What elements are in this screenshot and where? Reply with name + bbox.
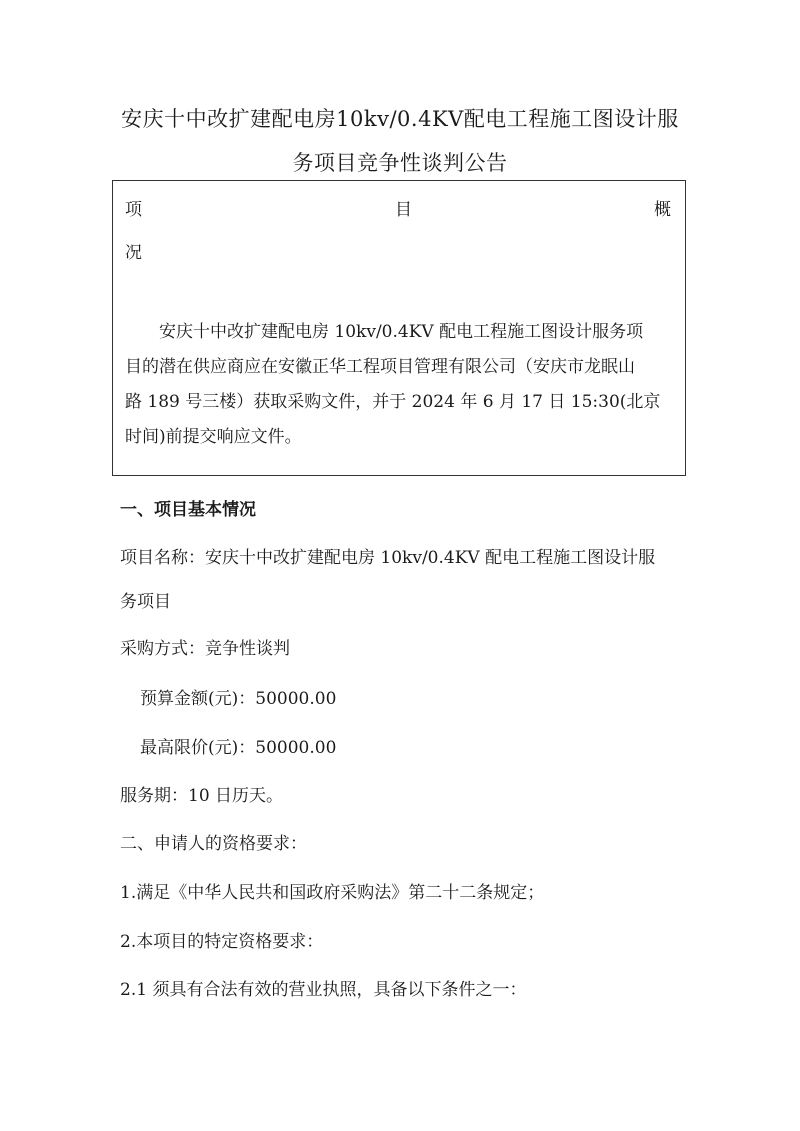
overview-heading-char-3: 概 (654, 200, 671, 220)
overview-paragraph-line: 目的潜在供应商应在安徽正华工程项目管理有限公司（安庆市龙眠山 (125, 357, 635, 377)
requirement-2: 2.本项目的特定资格要求： (120, 932, 324, 952)
overview-heading-char-2: 目 (395, 200, 412, 220)
project-name-line-1: 项目名称：安庆十中改扩建配电房 10kv/0.4KV 配电工程施工图设计服 (120, 548, 656, 568)
service-period: 服务期：10 日历天。 (120, 786, 284, 806)
overview-heading-char-4: 况 (125, 243, 142, 263)
project-name-line-2: 务项目 (120, 592, 171, 612)
section-heading-qualifications: 二、申请人的资格要求： (120, 834, 307, 854)
project-overview-box (112, 180, 686, 476)
overview-paragraph (125, 315, 673, 455)
overview-heading-char-1: 项 (125, 200, 142, 220)
max-price: 最高限价(元)：50000.00 (140, 738, 337, 758)
section-heading-basic-info: 一、项目基本情况 (120, 500, 256, 520)
overview-paragraph-line: 时间)前提交响应文件。 (125, 427, 302, 447)
document-title-line-2: 务项目竞争性谈判公告 (292, 151, 508, 175)
procurement-method: 采购方式：竞争性谈判 (120, 639, 290, 659)
requirement-2-1: 2.1 须具有合法有效的营业执照，具备以下条件之一： (120, 980, 527, 1000)
overview-paragraph-line: 路 189 号三楼）获取采购文件，并于 2024 年 6 月 17 日 15:30(北京 (125, 392, 661, 412)
document-title-line-1: 安庆十中改扩建配电房10kv/0.4KV配电工程施工图设计服 (121, 107, 679, 131)
requirement-1: 1.满足《中华人民共和国政府采购法》第二十二条规定； (120, 883, 545, 903)
overview-paragraph-line: 安庆十中改扩建配电房 10kv/0.4KV 配电工程施工图设计服务项 (159, 322, 644, 342)
budget-amount: 预算金额(元)：50000.00 (140, 689, 337, 709)
